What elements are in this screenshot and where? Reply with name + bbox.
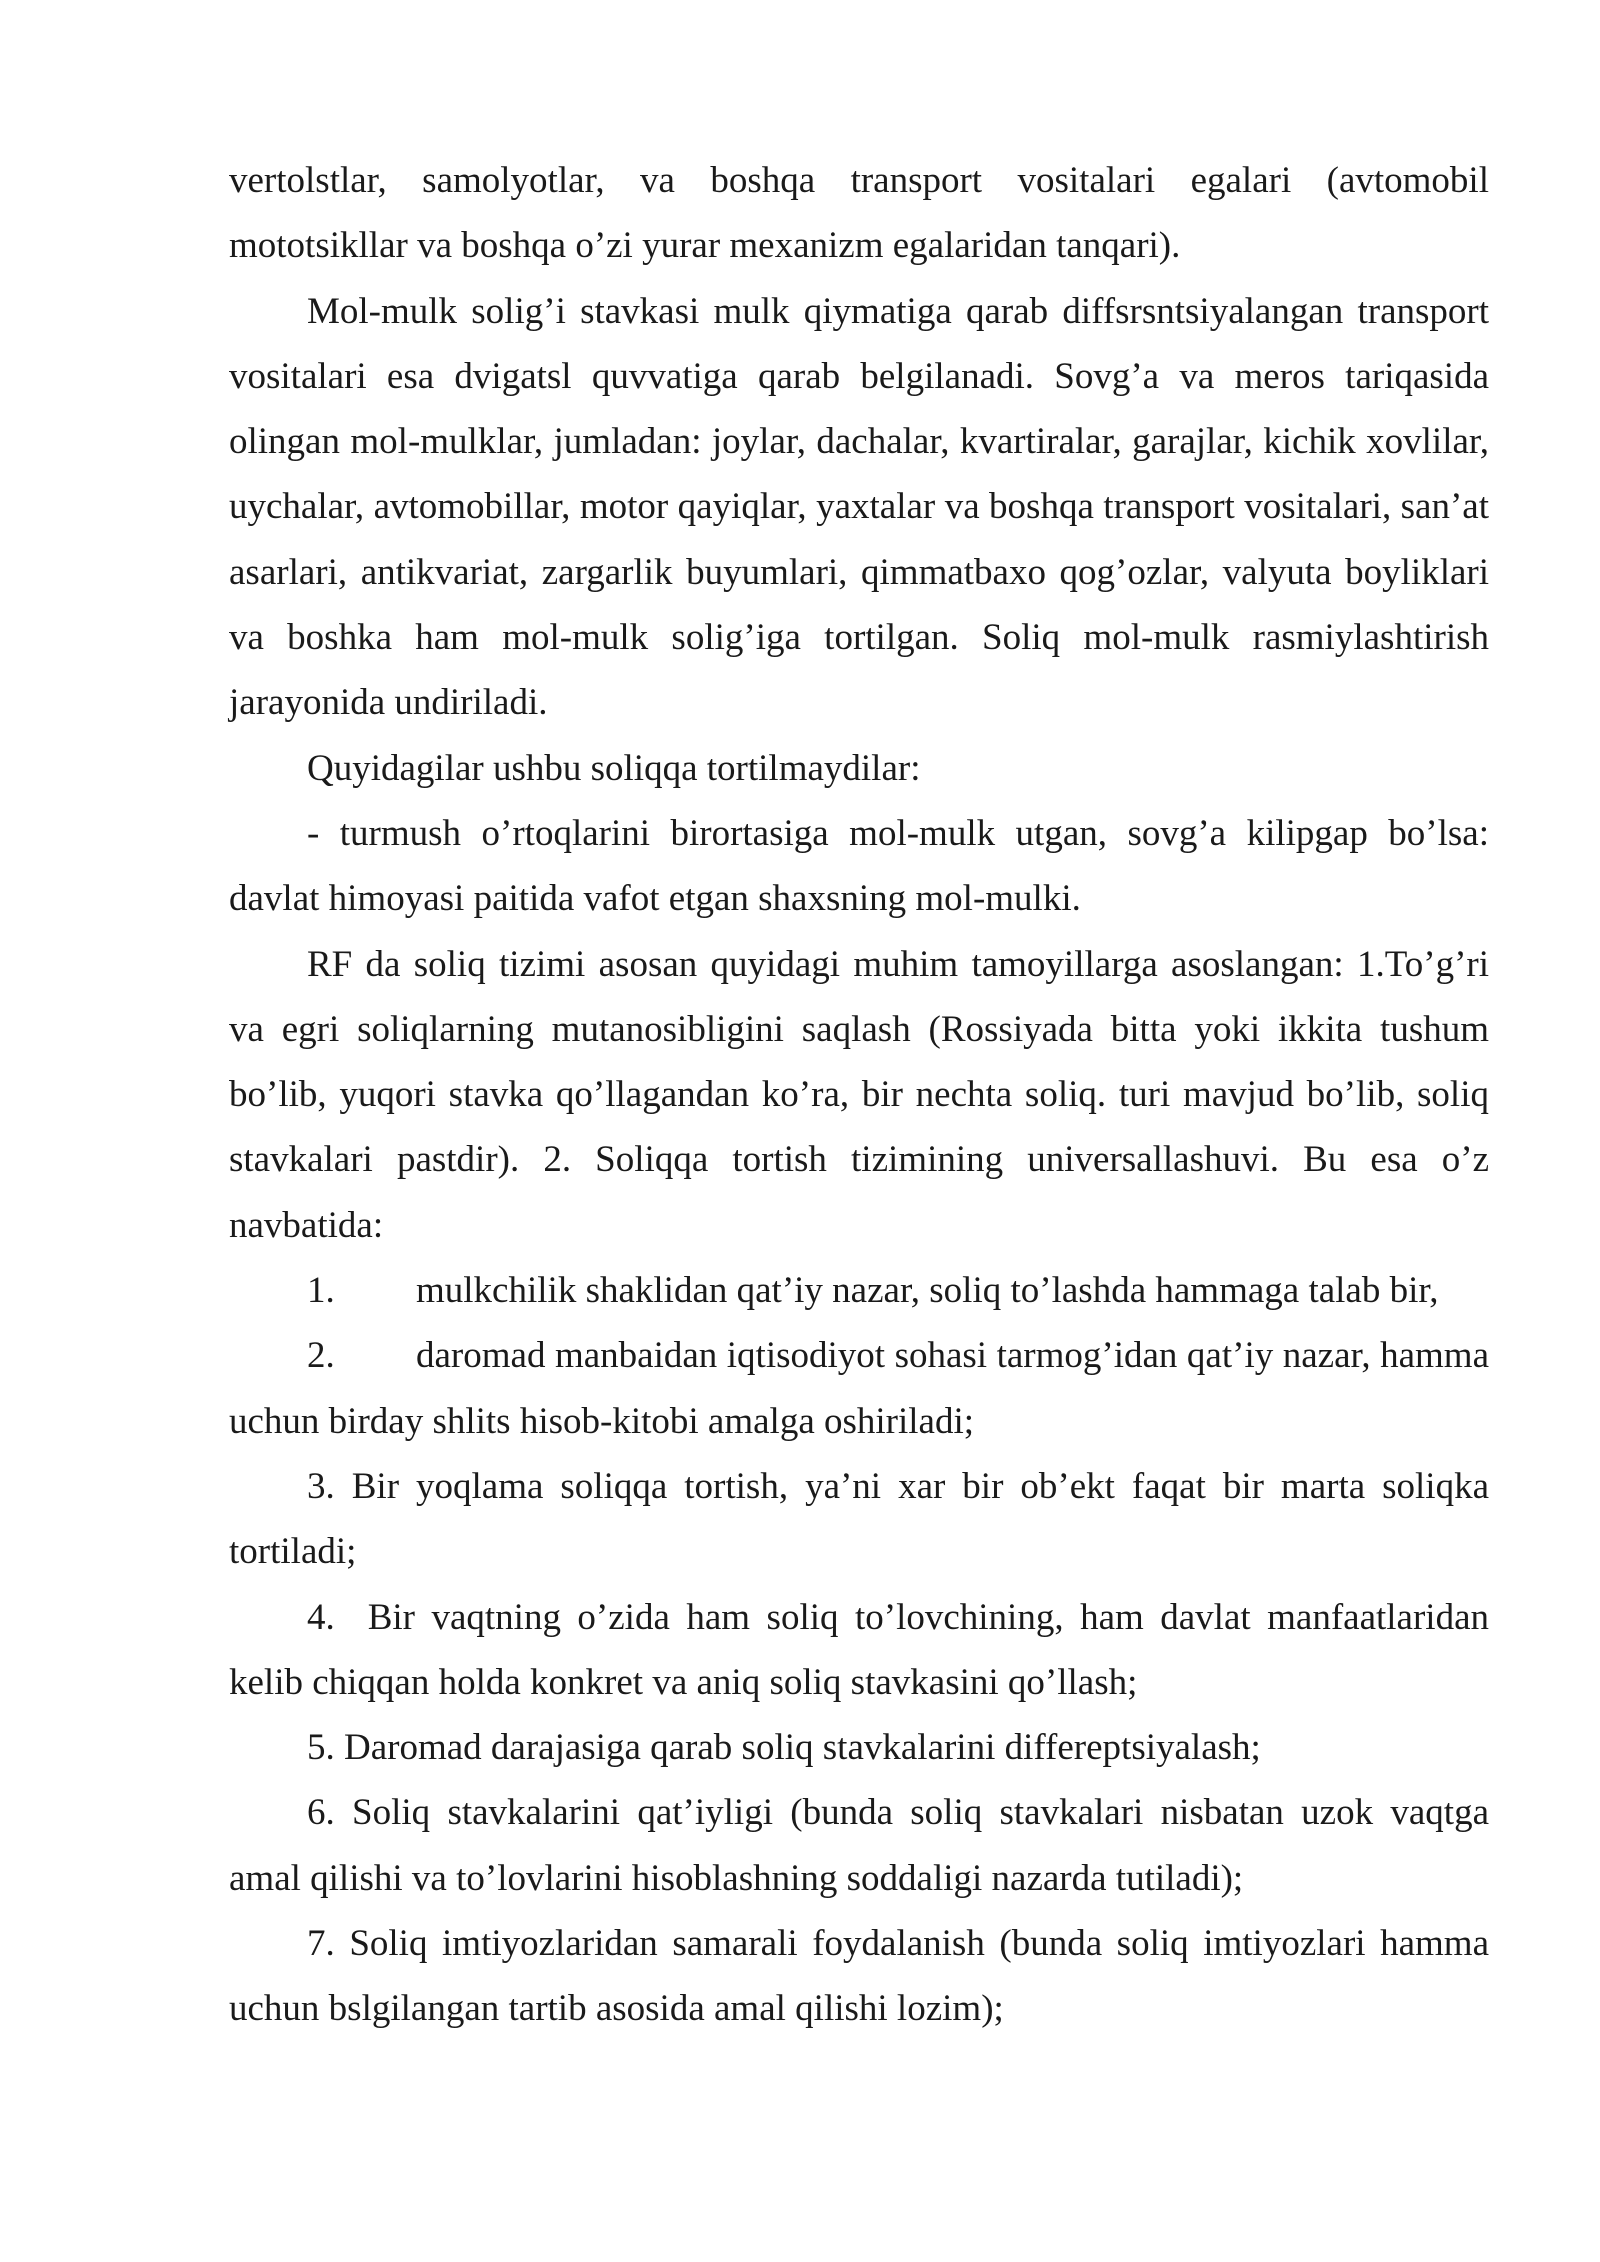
list-item-number: 6.: [307, 1792, 335, 1834]
list-item: [229, 1323, 1489, 1454]
paragraph-exemption-item: - turmush o’rtoqlarini birortasiga mol-mulk utgan, sovg’a kilipgap bo’lsa: davlat himoyasi paitida vafot etgan shaxsning mol-mulki.: [229, 812, 1489, 920]
list-item: [229, 1715, 1489, 1780]
list-item: [229, 1258, 1489, 1323]
document-page: [229, 148, 1489, 2042]
list-item-text: daromad manbaidan iqtisodiyot sohasi tarmog’idan qat’iy nazar, hamma uchun birday shlits hisob-kitobi amalga oshiriladi;: [229, 1335, 1489, 1442]
list-item: [229, 1454, 1489, 1585]
list-item-number: 5.: [307, 1727, 335, 1769]
paragraph-property-tax-rate: Mol-mulk solig’i stavkasi mulk qiymatiga qarab diffsrsntsiyalangan transport vositalari esa dvigatsl quvvatiga qarab belgilanadi. Sovg’a va meros tariqasida olingan mol-mulklar, jumladan: joylar, dachalar, kvartiralar, garajlar, kichik xovlilar, uychalar, avtomobillar, motor qayiqlar, yaxtalar va boshqa transport vositalari, san’at asarlari, antikvariat, zargarlik buyumlari, qimmatbaxo qog’ozlar, valyuta boyliklari va boshka ham mol-mulk solig’iga tortilgan. Soliq mol-mulk rasmiylashtirish jarayonida undiriladi.: [229, 290, 1489, 724]
paragraph-rf-tax-principles: RF da soliq tizimi asosan quyidagi muhim tamoyillarga asoslangan: 1.To’g’ri va egri soliqlarning mutanosibligini saqlash (Rossiyada bitta yoki ikkita tushum bo’lib, yuqori stavka qo’llagandan ko’ra, bir nechta soliq. turi mavjud bo’lib, soliq stavkalari pastdir). 2. Soliqqa tortish tizimining universallashuvi. Bu esa o’z navbatida:: [229, 943, 1489, 1246]
list-item: [229, 1780, 1489, 1911]
paragraph-transport-owners: vertolstlar, samolyotlar, va boshqa transport vositalari egalari (avtomobil mototsikllar va boshqa o’zi yurar mexanizm egalaridan tanqari).: [229, 160, 1489, 267]
list-item-number: 3.: [307, 1465, 335, 1507]
list-item-number: 2.: [307, 1335, 335, 1377]
list-item-text: Daromad darajasiga qarab soliq stavkalarini differeptsiyalash;: [344, 1727, 1261, 1769]
list-item-number: 4.: [307, 1596, 335, 1638]
list-item-text: Bir vaqtning o’zida ham soliq to’lovchining, ham davlat manfaatlaridan kelib chiqqan holda konkret va aniq soliq stavkasini qo’llash;: [229, 1596, 1490, 1703]
list-item: [229, 1911, 1489, 2042]
list-item-text: Bir yoqlama soliqqa tortish, ya’ni xar bir ob’ekt faqat bir marta soliqka tortiladi;: [229, 1465, 1490, 1573]
paragraph-exemptions-intro: Quyidagilar ushbu soliqqa tortilmaydilar:: [307, 747, 921, 789]
list-item: [229, 1585, 1489, 1716]
list-item-text: Soliq stavkalarini qat’iyligi (bunda soliq stavkalari nisbatan uzok vaqtga amal qilishi va to’lovlarini hisoblashning soddaligi nazarda tutiladi);: [229, 1792, 1490, 1899]
list-item-number: 1.: [307, 1270, 335, 1312]
list-item-number: 7.: [307, 1923, 335, 1965]
list-item-text: Soliq imtiyozlaridan samarali foydalanish (bunda soliq imtiyozlari hamma uchun bslgilangan tartib asosida amal qilishi lozim);: [229, 1923, 1490, 2030]
list-item-text: mulkchilik shaklidan qat’iy nazar, soliq to’lashda hammaga talab bir,: [416, 1270, 1439, 1312]
